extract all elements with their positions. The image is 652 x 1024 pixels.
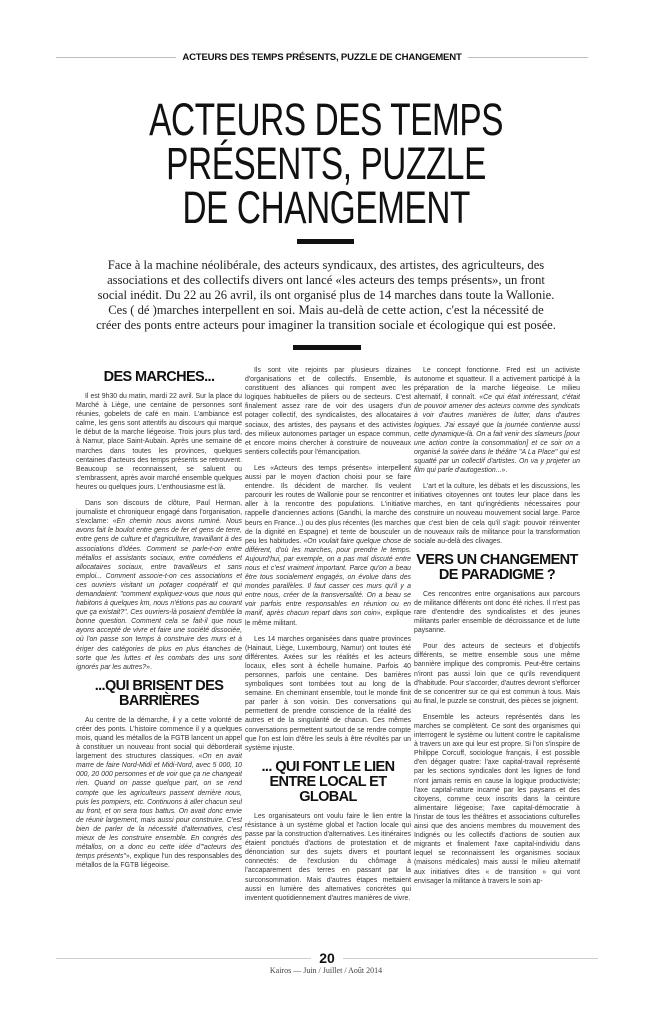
paragraph-end: ». [146,663,152,671]
paragraph: Les 14 marches organisées dans quatre provinces (Hainaut, Liège, Luxembourg, Namur) ont toutes été différentes. Axées sur les réalités et les acteurs locaux, elles sont à échelle humaine. Parfois 40 personnes, parfois une centaine. Des barrières symboliques sont tombées tout au long de la semaine. En cheminant ensemble, tout le monde finit par parler à son voisin. Des conversations qui permettent de prendre conscience de la réalité des autres et de la singularité de chacun. Ces mêmes conversations permettent surtout de se rendre compte que l'on est loin d'être les seuls à être révoltés par un système injuste. [245,635,411,752]
paragraph-end: », explique l'un des responsables des métallos de la FGTB liégeoise. [76,853,242,870]
paragraph: L'art et la culture, les débats et les discussions, les initiatives citoyennes ont toutes leur place dans les marches, en tant qu'ingrédients nécessaires pour construire un nouveau mouvement social large. Parce que c'est bien de cela qu'il s'agit: pouvoir réinventer de nouveaux rails de militance pour la transformation sociale au-delà des clivages. [414,483,580,545]
paragraph-intro: Les «Acteurs des temps présents» interpellent aussi par le moyen d'action choisi pour se faire entendre. Ils décident de marcher. Ils veulent parcourir les routes de Wallonie pour se rencontrer et aller à la rencontre des populations. L'initiative rappelle d'anciennes actions (Gandhi, la marche des beurs en France...) ou des plus récentes (les marches de la dignité en Espagne) et tente de bousculer un peu les habitudes. « [245,464,411,545]
title-line-2: PRÉSENTS, PUZZLE [166,138,486,189]
paragraph [76,716,242,871]
column-3 [414,366,580,941]
column-2 [245,366,411,941]
paragraph [76,499,242,672]
publication-info: Kairos — Juin / Juillet / Août 2014 [269,966,383,975]
running-head-rule-right [468,57,588,58]
section-heading-barrieres: ...QUI BRISENT DES BARRIÈRES [94,677,224,709]
quote: On en avait marre de faire Nord-Midi et Midi-Nord, avec 5 000, 10 000, 20 000 personnes et de voir que ça ne changeait rien. Quand on passe quelque part, on se rend compte que les agriculteurs passent derrière nous, puis les pompiers, etc. Continuons à aller chacun seul au front, et on sera tous battus. On avait donc envie de réunir largement, mais aussi pour construire. C'est bien de parler de la nécessité d'alternatives, c'est mieux de les construire ensemble. En congrès des métallos, on a donc eu cette idée d'"acteurs des temps présents" [76,753,242,861]
paragraph-end: ». [501,467,508,475]
column-1 [76,366,242,941]
section-heading-local-global: ... QUI FONT LE LIEN ENTRE LOCAL ET GLOBAL [261,758,395,805]
paragraph: Il est 9h30 du matin, mardi 22 avril. Sur la place du Marché à Liège, une centaine de personnes sont réunies, gobelets de café en main. L'ambiance est calme, les gens sont attentifs au discours qui marque le début de la marche liégeoise. Trois jours plus tard, à Namur, place Saint-Aubain. Après une semaine de marches dans toutes les provinces, quelques centaines d'acteurs des temps présents se retrouvent. Beaucoup se reconnaissent, se saluent ou s'embrassent, après avoir marché ensemble quelques heures ou quelques jours. L'enthousiasme est là. [76,393,242,491]
footer-rule-left [56,958,311,959]
running-head-text: ACTEURS DES TEMPS PRÉSENTS, PUZZLE DE CHANGEMENT [182,52,462,63]
section-heading-paradigme: VERS UN CHANGEMENT DE PARADIGME ? [416,551,578,583]
paragraph: Les organisateurs ont voulu faire le lien entre la résistance à un système global et l'action locale qui passe par la construction d'alternatives. Les itinéraires étaient ponctués d'actions de protestation et de dénonciation sur des sujets divers et pourtant connectés: de l'exclusion du chômage à l'accaparement des terres en passant par la surconsommation. Mais d'autres étapes mettaient aussi en lumière des alternatives concrètes qui inventent quotidiennement d'autres manières de vivre. [245,812,411,902]
title-divider [297,239,354,244]
paragraph-intro: Au centre de la démarche, il y a cette volonté de créer des ponts. L'histoire commence il y a quelques mois, quand les métallos de la FGTB lancent un appel à constituer un nouveau front social qui déborderait largement des structures classiques. « [76,716,242,761]
quote: Ce qui était intéressant, c'était de pouvoir amener des acteurs comme des syndicats à voir d'autres manières de lutter, dans d'autres logiques. J'ai essayé que la journée contienne aussi cette dynamique-là. On a fait venir des slameurs [pour une action contre la consommation] et ce soir on a organisé la soirée dans le théâtre "A La Place" qui est squatté par un collectif d'artistes. On va y projeter un film qui parle d'autogestion... [414,394,580,475]
paragraph: Ils sont vite rejoints par plusieurs dizaines d'organisations et de collectifs. Ensemble, ils constituent des alliances qui rompent avec les logiques habituelles de piliers ou de secteurs. C'est finalement assez rare de voir des usagers d'un potager collectif, des syndicalistes, des allocataires sociaux, des artistes, des paysans et des activistes des milieux autonomes partager un espace commun, et encore moins chercher à construire de nouveaux sentiers collectifs pour l'émancipation. [245,367,411,456]
page-number: 20 [319,950,335,966]
paragraph: Ces rencontres entre organisations aux parcours de militance différents ont donc été riches. Il n'est pas rare d'entendre des syndicalistes et des jeunes militants parler ensemble de décroissance et de lutte paysanne. [414,590,580,635]
paragraph [245,464,411,628]
running-head [56,52,588,63]
quote: En chemin nous avons ruminé. Nous avons fait le boulot entre gens de fer et gens de terre, entre gens de culture et d'agriculture, travaillant à des associations d'idées. Comment se parle-t-on entre métallos et assistants sociaux, entre comédiens et allocataires sociaux, entre travailleurs et sans emploi... Comment associe-t-on ces associations et ces ouvriers visitant un potager coopératif et qui demandaient: "comment expliquez-vous que nous qui habitons à quelques km, nous n'étions pas au courant que ça existait?". Ces ouvriers-là posaient d'emblée la bonne question. Comment cela se fait-il que nous ayons accepté de vivre et faire une société dissociée, où l'on passe son temps à construire des murs et à ériger des catégories de plus en plus étanches de sorte que les luttes et les combats des uns sont ignorés par les autres? [76,518,242,671]
footer-rule-right [343,958,598,959]
paragraph: Ensemble les acteurs représentés dans les marches se complètent. Ce sont des organismes qui interrogent le système ou luttent contre le capitalisme à travers un axe qui leur est propre. Si l'on s'inspire de Philippe Corcuff, sociologue français, il est possible d'en dégager quatre: l'axe capital-travail représenté par les sections syndicales dont les lignes de fond n'ont jamais remis en cause la logique productiviste; l'axe capital-nature incarné par les paysans et des citoyens, comme ceux inscrits dans la ceinture alimentaire liégeoise; l'axe capital-démocratie à l'instar de tous les théâtres et associations culturelles ainsi que des anciens membres du mouvement des Indignés ou les collectifs d'actions de soutien aux migrants et finalement l'axe capital-individu dans lequel se reconnaissent les organismes sociaux (maisons médicales) mais aussi le milieu alternatif aux initiatives dites « de transition » qui vont envisager la militance à travers le soin ap- [414,713,580,885]
article-lede: Face à la machine néolibérale, des acteurs syndicaux, des artistes, des agriculteurs, des associations et des collectifs divers ont lancé «les acteurs des temps présents», un front social inédit. Du 22 au 26 avril, ils ont organisé plus de 14 marches dans toute la Wallonie. Ces ( dé )marches interpellent en soi. Mais au-delà de cette action, c'est la nécessité de créer des ponts entre acteurs pour imaginer la transition sociale et écologique qui est posée. [96,258,556,332]
article-title [0,94,652,233]
paragraph-intro: Le concept fonctionne. Fred est un activiste autonome et squatteur. Il a activement participé à la préparation de la marche liégeoise. Le milieu alternatif, il connaît. « [414,367,580,402]
footer [56,950,598,966]
lede-divider [293,345,361,350]
section-heading-des-marches: DES MARCHES... [103,369,215,385]
paragraph-intro: Dans son discours de clôture, Paul Herman, journaliste et chroniqueur engagé dans l'organisation, s'exclame: « [76,500,242,526]
paragraph: Pour des acteurs de secteurs et d'objectifs différents, se mettre ensemble sous une même bannière implique des compromis. Peut-être certains n'iront pas aussi loin que ce qu'ils revendiquent d'habitude. Pour s'accorder, d'autres devront s'efforcer de se concentrer sur ce qui est commun à tous. Mais au final, le puzzle se construit, des pièces se joignent. [414,643,580,705]
paragraph-end: », explique le même militant. [245,610,411,627]
paragraph [414,366,580,475]
quote: On voulait faire quelque chose de différent, d'où les marches, pour prendre le temps. Aujourd'hui, par exemple, on a pas mal discuté entre nous et c'est vraiment important. Parce qu'on a beau être tous socialement engagés, on évolue dans des mondes parallèles. Il faut casser ces murs qu'il y a entre nous, créer de la transversalité. On a beau se voir parfois entre responsables en réunion ou en manif, après chacun repart dans son coin [245,537,411,618]
running-head-rule-left [56,57,176,58]
title-line-3: DE CHANGEMENT [182,182,470,233]
title-line-1: ACTEURS DES TEMPS [149,94,503,145]
